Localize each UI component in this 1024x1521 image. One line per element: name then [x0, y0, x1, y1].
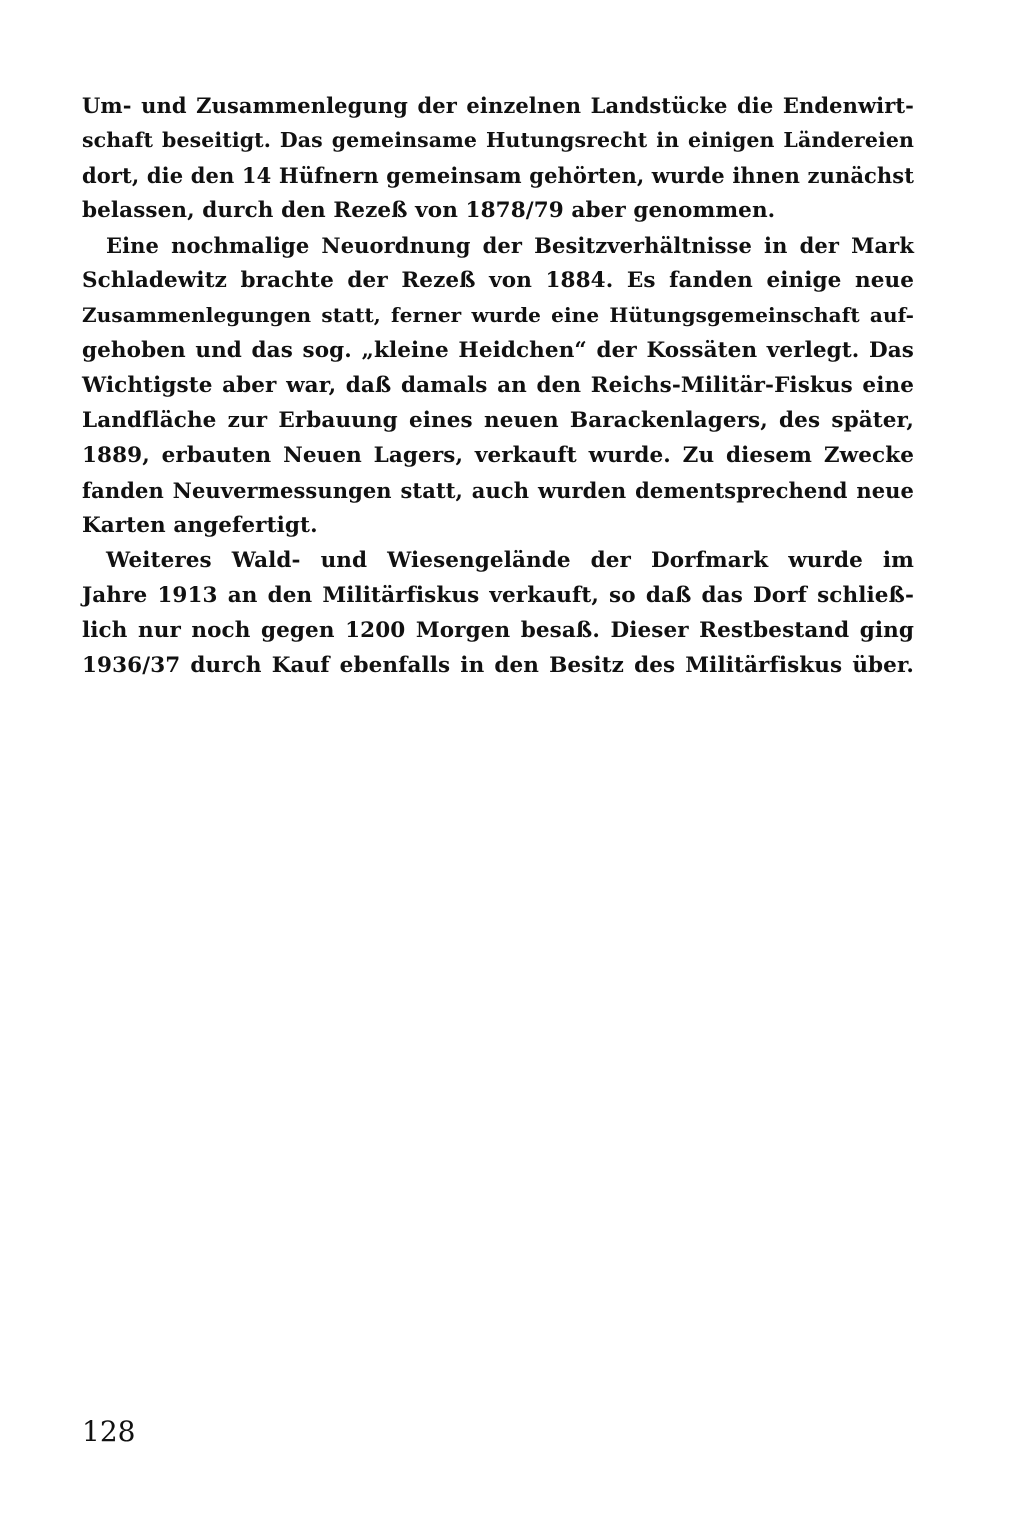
text-line: Karten angefertigt. — [82, 513, 318, 538]
text-line: 1889, erbauten Neuen Lagers, verkauft wurde. Zu diesem Zwecke — [82, 443, 914, 468]
text-line: 1936/37 durch Kauf ebenfalls in den Besitz des Militärfiskus über. — [82, 653, 914, 678]
text-line: Weiteres Wald- und Wiesengelände der Dorfmark wurde im — [106, 548, 914, 573]
text-line: Eine nochmalige Neuordnung der Besitzverhältnisse in der Mark — [106, 233, 914, 258]
text-line: Landfläche zur Erbauung eines neuen Barackenlagers, des später, — [82, 408, 914, 433]
page-number: 128 — [82, 1415, 136, 1448]
text-line: Wichtigste aber war, daß damals an den Reichs-Militär-Fiskus eine — [82, 373, 914, 398]
text-line: Um- und Zusammenlegung der einzelnen Landstücke die Endenwirt- — [82, 93, 914, 118]
paragraph-3 — [82, 543, 914, 683]
body-text — [82, 88, 914, 683]
text-line: lich nur noch gegen 1200 Morgen besaß. Dieser Restbestand ging — [82, 618, 914, 643]
text-line: belassen, durch den Rezeß von 1878/79 aber genommen. — [82, 198, 776, 223]
text-line: fanden Neuvermessungen statt, auch wurden dementsprechend neue — [82, 478, 914, 503]
text-line: dort, die den 14 Hüfnern gemeinsam gehörten, wurde ihnen zunächst — [82, 163, 914, 188]
text-line: schaft beseitigt. Das gemeinsame Hutungsrecht in einigen Ländereien — [82, 128, 914, 152]
paragraph-1 — [82, 88, 914, 228]
paragraph-2 — [82, 228, 914, 543]
text-line: gehoben und das sog. „kleine Heidchen“ der Kossäten verlegt. Das — [82, 338, 914, 363]
text-line: Zusammenlegungen statt, ferner wurde eine Hütungsgemeinschaft auf- — [82, 303, 914, 327]
text-line: Jahre 1913 an den Militärfiskus verkauft, so daß das Dorf schließ- — [82, 583, 914, 608]
text-line: Schladewitz brachte der Rezeß von 1884. Es fanden einige neue — [82, 268, 914, 293]
